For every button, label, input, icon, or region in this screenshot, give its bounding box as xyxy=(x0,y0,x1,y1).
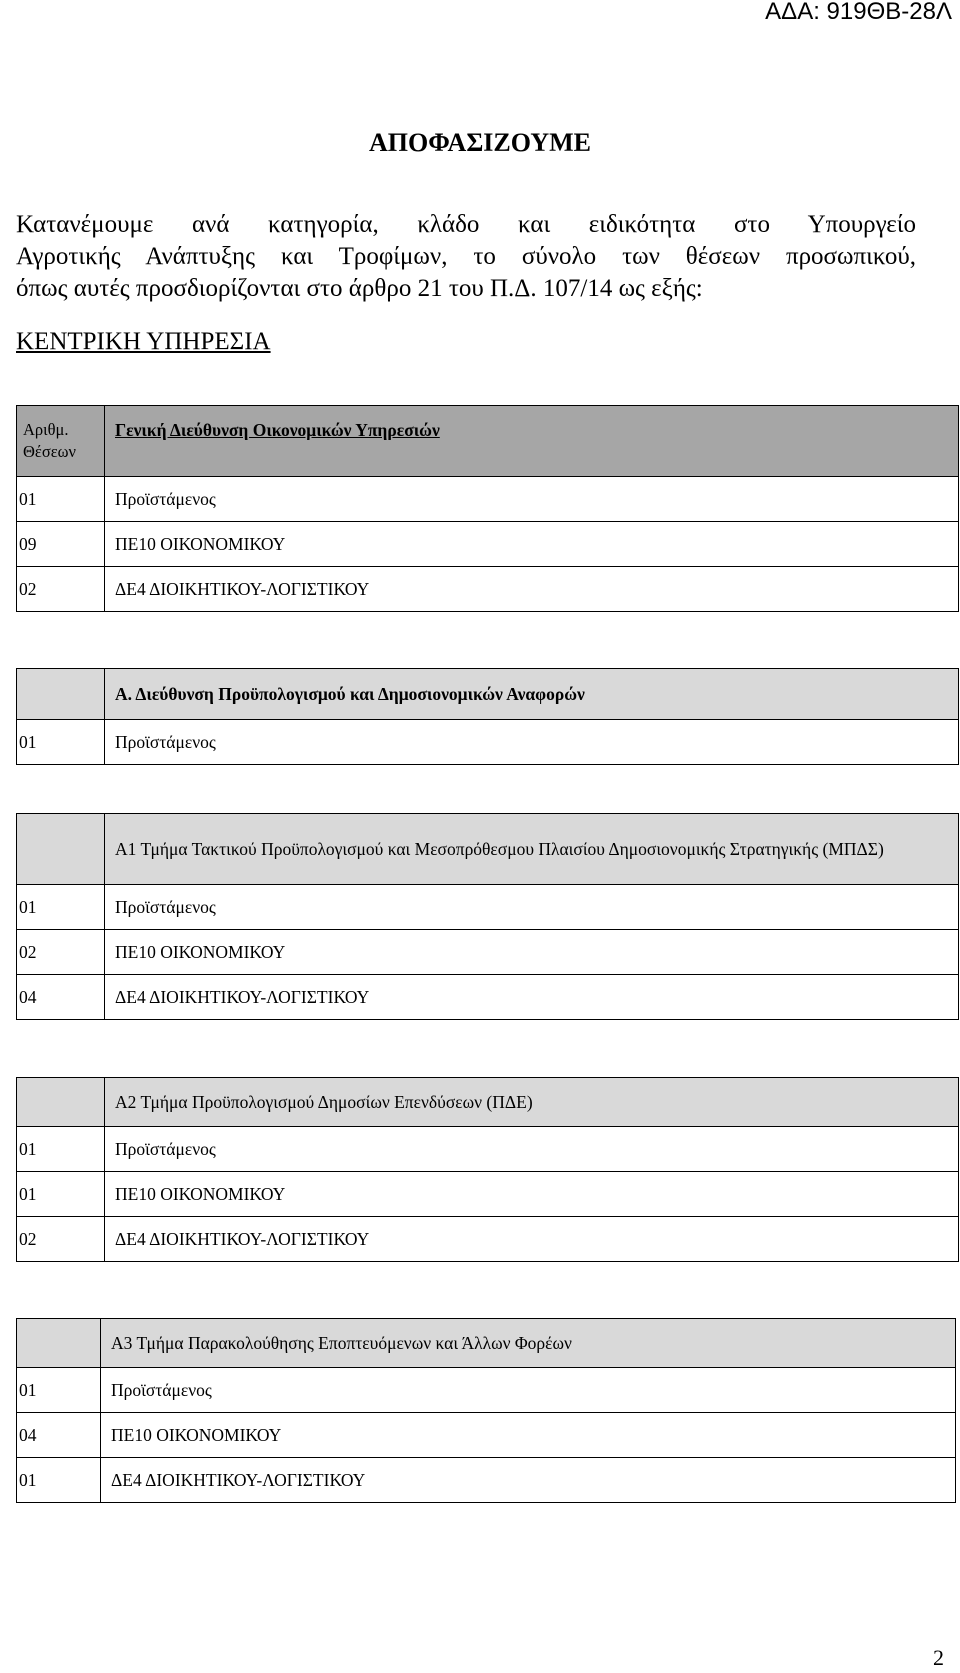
positions-count: 01 xyxy=(17,885,105,930)
table-header-row xyxy=(17,406,959,477)
table-header-row xyxy=(17,1319,956,1368)
position-label: Προϊστάμενος xyxy=(105,720,959,765)
decision-heading: ΑΠΟΦΑΣΙΖΟΥΜΕ xyxy=(369,128,591,157)
table-row xyxy=(17,1458,956,1503)
positions-count: 09 xyxy=(17,522,105,567)
intro-line-2: Αγροτικής Ανάπτυξης και Τροφίμων, το σύνολο των θέσεων προσωπικού, xyxy=(16,243,916,270)
intro-paragraph xyxy=(16,209,916,305)
position-label: Προϊστάμενος xyxy=(105,477,959,522)
a1-department-table xyxy=(16,813,959,1020)
positions-count: 04 xyxy=(17,975,105,1020)
positions-count-header: Αριθμ. Θέσεων xyxy=(17,406,105,477)
ada-code: ΑΔΑ: 919ΘΒ-28Λ xyxy=(765,0,952,25)
table-row xyxy=(17,477,959,522)
section-subheading: ΚΕΝΤΡΙΚΗ ΥΠΗΡΕΣΙΑ xyxy=(16,328,271,355)
table-row xyxy=(17,1413,956,1458)
table-title: Α2 Τμήμα Προϋπολογισμού Δημοσίων Επενδύσεων (ΠΔΕ) xyxy=(105,1078,959,1127)
table-row xyxy=(17,720,959,765)
table-title xyxy=(105,669,959,720)
table-header-row xyxy=(17,814,959,885)
position-label: ΔΕ4 ΔΙΟΙΚΗΤΙΚΟΥ-ΛΟΓΙΣΤΙΚΟΥ xyxy=(105,975,959,1020)
position-label: ΠΕ10 ΟΙΚΟΝΟΜΙΚΟΥ xyxy=(101,1413,956,1458)
positions-count: 02 xyxy=(17,567,105,612)
position-label: ΔΕ4 ΔΙΟΙΚΗΤΙΚΟΥ-ΛΟΓΙΣΤΙΚΟΥ xyxy=(105,567,959,612)
position-label: ΔΕ4 ΔΙΟΙΚΗΤΙΚΟΥ-ΛΟΓΙΣΤΙΚΟΥ xyxy=(105,1217,959,1262)
table-title-text: Α. Διεύθυνση Προϋπολογισμού και Δημοσιονομικών Αναφορών xyxy=(115,683,585,704)
table-header-row xyxy=(17,669,959,720)
positions-count: 04 xyxy=(17,1413,101,1458)
position-label: ΠΕ10 ΟΙΚΟΝΟΜΙΚΟΥ xyxy=(105,930,959,975)
table-title: Α1 Τμήμα Τακτικού Προϋπολογισμού και Μεσοπρόθεσμου Πλαισίου Δημοσιονομικής Στρατηγικής (ΜΠΔΣ) xyxy=(105,814,959,885)
table-title: Α3 Τμήμα Παρακολούθησης Εποπτευόμενων και Άλλων Φορέων xyxy=(101,1319,956,1368)
position-label: ΠΕ10 ΟΙΚΟΝΟΜΙΚΟΥ xyxy=(105,522,959,567)
table-row xyxy=(17,567,959,612)
intro-line-3: όπως αυτές προσδιορίζονται στο άρθρο 21 του Π.Δ. 107/14 ως εξής: xyxy=(16,275,703,302)
position-label: ΔΕ4 ΔΙΟΙΚΗΤΙΚΟΥ-ΛΟΓΙΣΤΙΚΟΥ xyxy=(101,1458,956,1503)
page-number: 2 xyxy=(933,1645,944,1670)
table-header-row xyxy=(17,1078,959,1127)
intro-line-1: Κατανέμουμε ανά κατηγορία, κλάδο και ειδικότητα στο Υπουργείο xyxy=(16,211,916,238)
positions-count: 01 xyxy=(17,1127,105,1172)
position-label: Προϊστάμενος xyxy=(105,1127,959,1172)
general-directorate-table xyxy=(16,405,959,612)
positions-count: 01 xyxy=(17,720,105,765)
position-label: ΠΕ10 ΟΙΚΟΝΟΜΙΚΟΥ xyxy=(105,1172,959,1217)
table-row xyxy=(17,1172,959,1217)
a3-department-table xyxy=(16,1318,956,1503)
table-row xyxy=(17,522,959,567)
table-title-text: Γενική Διεύθυνση Οικονομικών Υπηρεσιών xyxy=(115,420,440,440)
position-label: Προϊστάμενος xyxy=(105,885,959,930)
positions-count: 02 xyxy=(17,1217,105,1262)
table-row xyxy=(17,1217,959,1262)
positions-count: 01 xyxy=(17,1368,101,1413)
positions-count: 01 xyxy=(17,477,105,522)
budget-directorate-table xyxy=(16,668,959,765)
table-row xyxy=(17,1368,956,1413)
positions-count: 01 xyxy=(17,1172,105,1217)
table-row xyxy=(17,930,959,975)
table-row xyxy=(17,975,959,1020)
table-row xyxy=(17,1127,959,1172)
table-row xyxy=(17,885,959,930)
positions-count: 02 xyxy=(17,930,105,975)
a2-department-table xyxy=(16,1077,959,1262)
positions-count: 01 xyxy=(17,1458,101,1503)
table-title xyxy=(105,406,959,477)
position-label: Προϊστάμενος xyxy=(101,1368,956,1413)
